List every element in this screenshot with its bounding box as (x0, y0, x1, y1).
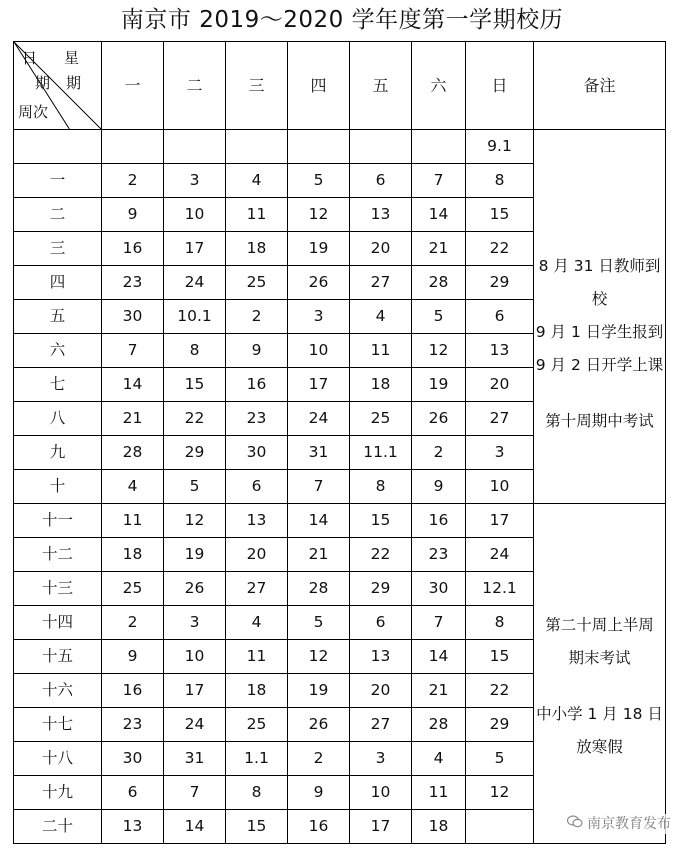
date-cell (350, 130, 412, 164)
remarks-header: 备注 (534, 42, 666, 130)
weekday-header-mon: 一 (102, 42, 164, 130)
wechat-icon (567, 814, 583, 834)
date-cell: 12 (288, 198, 350, 232)
date-cell: 14 (412, 640, 466, 674)
date-cell: 30 (412, 572, 466, 606)
date-cell: 3 (466, 436, 534, 470)
date-cell: 14 (288, 504, 350, 538)
watermark (564, 814, 674, 834)
remark-line: 8 月 31 日教师到校 (538, 257, 661, 308)
date-cell: 8 (164, 334, 226, 368)
date-cell: 19 (288, 674, 350, 708)
date-cell: 11 (102, 504, 164, 538)
corner-label-qi-2: 期 (66, 74, 82, 92)
date-cell: 11 (226, 198, 288, 232)
date-cell: 21 (288, 538, 350, 572)
date-cell: 12 (288, 640, 350, 674)
date-cell: 27 (466, 402, 534, 436)
week-number-cell: 二十 (14, 810, 102, 844)
date-cell: 7 (102, 334, 164, 368)
date-cell: 8 (466, 164, 534, 198)
week-number-cell: 十六 (14, 674, 102, 708)
remark-line: 中小学 1 月 18 日 (536, 705, 663, 723)
date-cell: 18 (350, 368, 412, 402)
week-number-cell: 十 (14, 470, 102, 504)
date-cell: 22 (350, 538, 412, 572)
week-number-cell (14, 130, 102, 164)
remark-line: 期末考试 (568, 649, 631, 667)
date-cell: 21 (412, 674, 466, 708)
date-cell: 14 (102, 368, 164, 402)
week-number-cell: 十五 (14, 640, 102, 674)
date-cell (412, 130, 466, 164)
date-cell: 18 (102, 538, 164, 572)
date-cell: 5 (466, 742, 534, 776)
date-cell: 9 (102, 640, 164, 674)
date-cell: 27 (226, 572, 288, 606)
week-number-cell: 十三 (14, 572, 102, 606)
date-cell: 28 (412, 708, 466, 742)
weekday-header-tue: 二 (164, 42, 226, 130)
date-cell: 15 (466, 640, 534, 674)
date-cell: 19 (164, 538, 226, 572)
date-cell: 23 (102, 266, 164, 300)
date-cell: 19 (288, 232, 350, 266)
weekday-header-sat: 六 (412, 42, 466, 130)
date-cell: 30 (102, 300, 164, 334)
date-cell: 2 (226, 300, 288, 334)
date-cell: 17 (164, 232, 226, 266)
date-cell: 9 (288, 776, 350, 810)
date-cell: 31 (288, 436, 350, 470)
date-cell: 7 (412, 164, 466, 198)
week-number-cell: 十四 (14, 606, 102, 640)
date-cell: 23 (412, 538, 466, 572)
date-cell: 2 (102, 164, 164, 198)
week-number-cell: 六 (14, 334, 102, 368)
date-cell: 29 (466, 708, 534, 742)
date-cell: 16 (102, 232, 164, 266)
date-cell: 17 (288, 368, 350, 402)
date-cell: 7 (412, 606, 466, 640)
date-cell: 12 (164, 504, 226, 538)
date-cell: 10.1 (164, 300, 226, 334)
school-calendar-table (13, 41, 666, 844)
date-cell: 15 (466, 198, 534, 232)
week-number-cell: 三 (14, 232, 102, 266)
date-cell: 24 (164, 266, 226, 300)
date-cell: 13 (350, 198, 412, 232)
week-number-cell: 四 (14, 266, 102, 300)
remark-line: 第十周期中考试 (545, 412, 654, 430)
date-cell: 20 (350, 674, 412, 708)
date-cell: 4 (412, 742, 466, 776)
date-cell: 6 (226, 470, 288, 504)
date-cell: 12.1 (466, 572, 534, 606)
date-cell: 22 (466, 674, 534, 708)
date-cell: 12 (466, 776, 534, 810)
date-cell: 27 (350, 266, 412, 300)
date-cell: 13 (466, 334, 534, 368)
date-cell: 16 (226, 368, 288, 402)
date-cell: 26 (288, 708, 350, 742)
date-cell: 7 (288, 470, 350, 504)
date-cell: 21 (412, 232, 466, 266)
date-cell: 16 (102, 674, 164, 708)
remark-spacer (534, 675, 665, 698)
date-cell: 10 (466, 470, 534, 504)
date-cell: 5 (164, 470, 226, 504)
corner-label-xing: 星 (64, 49, 80, 67)
remarks-cell (534, 130, 666, 504)
date-cell: 29 (350, 572, 412, 606)
date-cell: 4 (102, 470, 164, 504)
date-cell: 9.1 (466, 130, 534, 164)
date-cell (102, 130, 164, 164)
date-cell: 11 (412, 776, 466, 810)
date-cell: 9 (412, 470, 466, 504)
weekday-header-sun: 日 (466, 42, 534, 130)
week-row (14, 130, 666, 164)
remark-spacer (534, 382, 665, 405)
date-cell: 31 (164, 742, 226, 776)
watermark-text: 南京教育发布 (587, 816, 671, 832)
date-cell: 14 (412, 198, 466, 232)
date-cell: 13 (226, 504, 288, 538)
week-number-cell: 十二 (14, 538, 102, 572)
date-cell: 17 (350, 810, 412, 844)
date-cell: 28 (102, 436, 164, 470)
date-cell: 25 (350, 402, 412, 436)
date-cell: 13 (102, 810, 164, 844)
date-cell: 3 (164, 164, 226, 198)
date-cell: 22 (164, 402, 226, 436)
date-cell: 9 (102, 198, 164, 232)
date-cell: 3 (350, 742, 412, 776)
date-cell: 8 (350, 470, 412, 504)
date-cell: 25 (226, 266, 288, 300)
date-cell: 20 (226, 538, 288, 572)
corner-label-ri: 日 (22, 49, 38, 67)
date-cell: 17 (466, 504, 534, 538)
remark-line: 第二十周上半周 (545, 616, 654, 634)
date-cell: 23 (226, 402, 288, 436)
date-cell: 11 (226, 640, 288, 674)
weekday-header-fri: 五 (350, 42, 412, 130)
remark-line: 放寒假 (576, 738, 623, 756)
date-cell: 18 (226, 232, 288, 266)
date-cell: 20 (466, 368, 534, 402)
date-cell: 5 (412, 300, 466, 334)
date-cell: 26 (288, 266, 350, 300)
week-number-cell: 十八 (14, 742, 102, 776)
date-cell: 18 (412, 810, 466, 844)
date-cell: 2 (288, 742, 350, 776)
date-cell: 4 (226, 606, 288, 640)
date-cell: 26 (164, 572, 226, 606)
remarks-cell (534, 504, 666, 844)
date-cell: 4 (350, 300, 412, 334)
corner-label-zhouci: 周次 (18, 103, 49, 121)
date-cell: 29 (164, 436, 226, 470)
corner-label-qi-1: 期 (35, 74, 51, 92)
date-cell (288, 130, 350, 164)
corner-header-cell (14, 42, 102, 130)
date-cell: 11 (350, 334, 412, 368)
date-cell: 10 (164, 198, 226, 232)
date-cell: 17 (164, 674, 226, 708)
date-cell: 25 (102, 572, 164, 606)
date-cell (466, 810, 534, 844)
date-cell: 27 (350, 708, 412, 742)
date-cell: 15 (164, 368, 226, 402)
weekday-header-wed: 三 (226, 42, 288, 130)
date-cell: 30 (102, 742, 164, 776)
date-cell: 28 (412, 266, 466, 300)
date-cell (164, 130, 226, 164)
date-cell: 6 (350, 606, 412, 640)
week-number-cell: 一 (14, 164, 102, 198)
date-cell (226, 130, 288, 164)
date-cell: 19 (412, 368, 466, 402)
date-cell: 13 (350, 640, 412, 674)
date-cell: 4 (226, 164, 288, 198)
date-cell: 5 (288, 164, 350, 198)
date-cell: 20 (350, 232, 412, 266)
date-cell: 10 (164, 640, 226, 674)
week-number-cell: 十七 (14, 708, 102, 742)
week-row (14, 504, 666, 538)
remark-line: 9 月 1 日学生报到 (535, 323, 664, 341)
date-cell: 9 (226, 334, 288, 368)
week-number-cell: 十九 (14, 776, 102, 810)
date-cell: 23 (102, 708, 164, 742)
date-cell: 6 (350, 164, 412, 198)
date-cell: 11.1 (350, 436, 412, 470)
date-cell: 25 (226, 708, 288, 742)
date-cell: 6 (102, 776, 164, 810)
week-number-cell: 八 (14, 402, 102, 436)
date-cell: 24 (466, 538, 534, 572)
date-cell: 28 (288, 572, 350, 606)
date-cell: 10 (350, 776, 412, 810)
date-cell: 15 (226, 810, 288, 844)
date-cell: 18 (226, 674, 288, 708)
date-cell: 24 (164, 708, 226, 742)
date-cell: 3 (288, 300, 350, 334)
date-cell: 22 (466, 232, 534, 266)
date-cell: 21 (102, 402, 164, 436)
date-cell: 3 (164, 606, 226, 640)
header-row (14, 42, 666, 130)
date-cell: 24 (288, 402, 350, 436)
date-cell: 8 (226, 776, 288, 810)
date-cell: 30 (226, 436, 288, 470)
date-cell: 8 (466, 606, 534, 640)
week-number-cell: 五 (14, 300, 102, 334)
week-number-cell: 十一 (14, 504, 102, 538)
date-cell: 16 (288, 810, 350, 844)
date-cell: 6 (466, 300, 534, 334)
date-cell: 2 (102, 606, 164, 640)
date-cell: 1.1 (226, 742, 288, 776)
date-cell: 15 (350, 504, 412, 538)
date-cell: 16 (412, 504, 466, 538)
date-cell: 2 (412, 436, 466, 470)
week-number-cell: 二 (14, 198, 102, 232)
weekday-header-thu: 四 (288, 42, 350, 130)
page-title: 南京市 2019～2020 学年度第一学期校历 (120, 7, 564, 33)
date-cell: 10 (288, 334, 350, 368)
date-cell: 5 (288, 606, 350, 640)
date-cell: 29 (466, 266, 534, 300)
remark-line: 9 月 2 日开学上课 (535, 356, 664, 374)
date-cell: 14 (164, 810, 226, 844)
date-cell: 12 (412, 334, 466, 368)
date-cell: 7 (164, 776, 226, 810)
date-cell: 26 (412, 402, 466, 436)
week-number-cell: 九 (14, 436, 102, 470)
week-number-cell: 七 (14, 368, 102, 402)
